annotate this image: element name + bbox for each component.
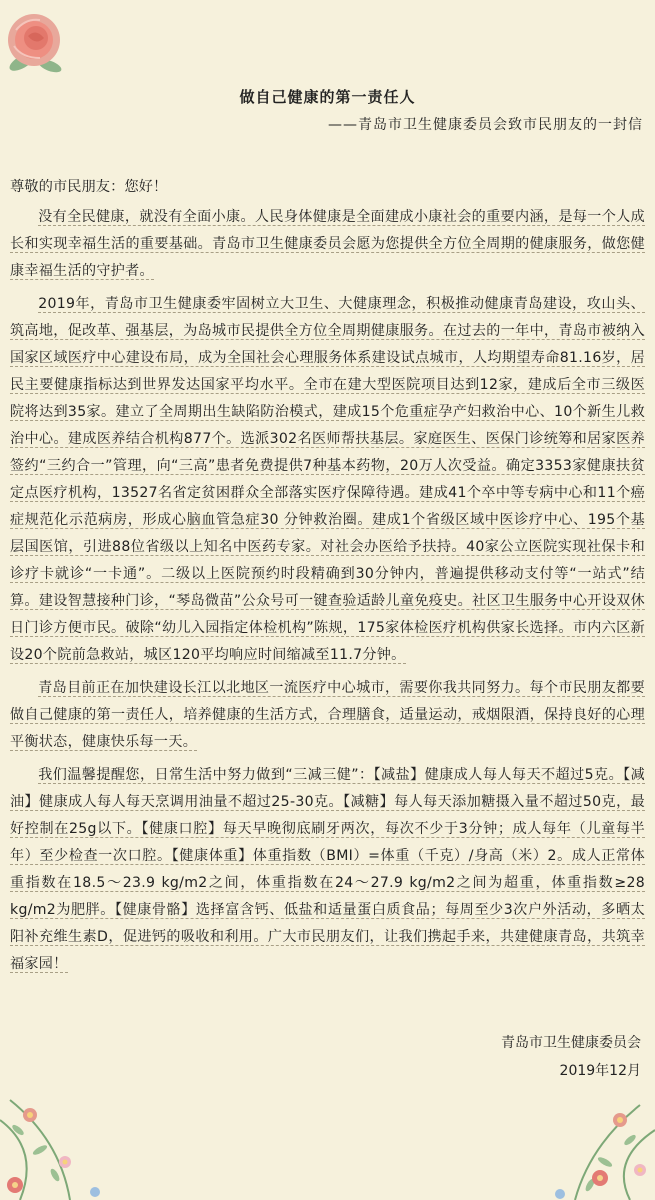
letter-body — [10, 204, 645, 984]
letter-title: 做自己健康的第一责任人 — [239, 88, 416, 106]
letter-signature: 青岛市卫生健康委员会 — [501, 1035, 641, 1051]
paragraph-text: 2019年，青岛市卫生健康委牢固树立大卫生、大健康理念，积极推动健康青岛建设，攻山头、筑高地，促改革、强基层，为岛城市民提供全方位全周期健康服务。在过去的一年中，青岛市被纳入国家区域医疗中心建设布局，成为全国社会心理服务体系建设试点城市，人均期望寿命81.16岁，居民主要健康指标达到世界发达国家平均水平。全市在建大型医院项目达到12家，建成后全市三级医院将达到35家。建立了全周期出生缺陷防治模式，建成15个危重症孕产妇救治中心、10个新生儿救治中心。建成医养结合机构877个。选派302名医师帮扶基层。家庭医生、医保门诊统筹和居家医养签约“三约合一”管理，向“三高”患者免费提供7种基本药物，20万人次受益。确定3353家健康扶贫定点医疗机构，13527名省定贫困群众全部落实医疗保障待遇。建成41个卒中等专病中心和11个癌症规范化示范病房，形成心脑血管急症30 分钟救治圈。建成1个省级区域中医诊疗中心、195个基层国医馆，引进88位省级以上知名中医药专家。对社会办医给予扶持。40家公立医院实现社保卡和诊疗卡就诊“一卡通”。二级以上医院预约时段精确到30分钟内，普遍提供移动支付等“一站式”结算。建设智慧接种门诊，“琴岛微苗”公众号可一键查验适龄儿童免疫史。社区卫生服务中心开设双休日门诊方便市民。破除“幼儿入园指定体检机构”陈规，175家体检医疗机构供家长选择。市内六区新设20个院前急救站，城区120平均响应时间缩减至11.7分钟。 — [10, 296, 645, 663]
paragraph-intro — [10, 204, 645, 285]
floral-border-icon — [0, 1090, 655, 1200]
letter-date: 2019年12月 — [559, 1063, 641, 1079]
letter-subtitle: ——青岛市卫生健康委员会致市民朋友的一封信 — [328, 117, 643, 133]
paragraph-text: 我们温馨提醒您，日常生活中努力做到“三减三健”：【减盐】健康成人每人每天不超过5克。【减油】健康成人每人每天烹调用油量不超过25-30克。【减糖】每人每天添加糖摄入量不超过50克，最好控制在25g以下。【健康口腔】每天早晚彻底刷牙两次，每次不少于3分钟；成人每年（儿童每半年）至少检查一次口腔。【健康体重】体重指数（BMI）=体重（千克）/身高（米）2。成人正常体重指数在18.5～23.9 kg/m2之间，体重指数在24～27.9 kg/m2之间为超重，体重指数≥28 kg/m2为肥胖。【健康骨骼】选择富含钙、低盐和适量蛋白质食品；每周至少3次户外活动，多晒太阳补充维生素D，促进钙的吸收和利用。广大市民朋友们，让我们携起手来，共建健康青岛，共筑幸福家园！ — [10, 767, 645, 972]
paragraph-text: 青岛目前正在加快建设长江以北地区一流医疗中心城市，需要你我共同努力。每个市民朋友都要做自己健康的第一责任人，培养健康的生活方式，合理膳食，适量运动，戒烟限酒，保持良好的心理平衡状态，健康快乐每一天。 — [10, 680, 645, 750]
paragraph-text: 没有全民健康，就没有全面小康。人民身体健康是全面建成小康社会的重要内涵，是每一个人成长和实现幸福生活的重要基础。青岛市卫生健康委员会愿为您提供全方位全周期的健康服务，做您健康幸福生活的守护者。 — [10, 209, 645, 279]
paragraph-achievements — [10, 291, 645, 669]
paragraph-call-to-action — [10, 675, 645, 756]
rose-icon — [0, 0, 80, 80]
letter-greeting: 尊敬的市民朋友：您好！ — [10, 179, 168, 195]
paragraph-health-tips — [10, 762, 645, 978]
